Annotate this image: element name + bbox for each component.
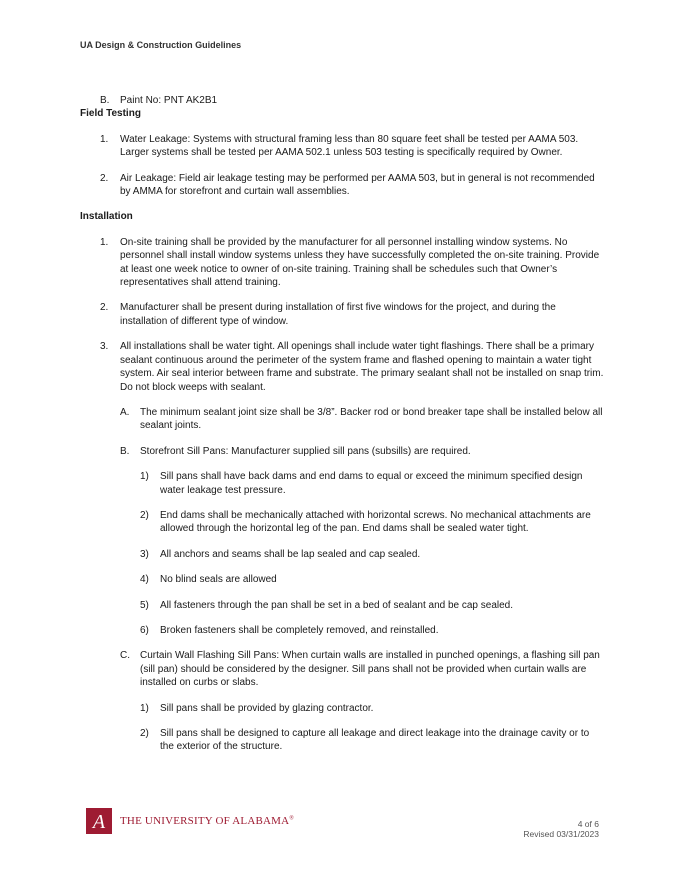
list-item-text: Water Leakage: Systems with structural framing less than 80 square feet shall be tested per AAMA 503. Larger systems shall be tested per AAMA 502.1 unless 503 testing is specifically required by Owner.: [120, 133, 579, 159]
list-item-text: Broken fasteners shall be completely removed, and reinstalled.: [160, 624, 439, 636]
list-item-text: All anchors and seams shall be lap sealed and cap sealed.: [160, 548, 421, 560]
list-marker: 6): [140, 624, 149, 636]
nested-list-item: [80, 573, 604, 586]
nested-list-item: [80, 624, 604, 637]
list-item-text: On-site training shall be provided by the manufacturer for all personnel installing window systems. No personnel shall install window systems unless they have successfully completed the on-site training. Provide at least one week notice to owner of on-site training. Training shall be schedules such that Owner’s representatives shall attend training.: [120, 236, 600, 289]
logo-wordmark: [120, 815, 294, 827]
nested-list-item: [80, 727, 604, 754]
list-item-text: Air Leakage: Field air leakage testing may be performed per AAMA 503, but in general is not recommended by AMMA for storefront and curtain wall assemblies.: [120, 172, 595, 198]
logo-wordmark-text: THE UNIVERSITY OF ALABAMA: [120, 815, 290, 827]
list-item-text: All installations shall be water tight. All openings shall include water tight flashings. There shall be a primary sealant continuous around the perimeter of the system frame and flashed opening to maintain a water tight system. Air seal interior between frame and substrate. The primary sealant shall not be installed on snap trim. Do not block weeps with sealant.: [120, 341, 604, 393]
list-item: [80, 236, 604, 290]
list-marker: 1): [140, 702, 149, 714]
list-marker: 2.: [100, 172, 109, 184]
list-marker: A.: [120, 406, 130, 418]
sub-list-item: [80, 445, 604, 458]
field-testing-heading: Field Testing: [80, 108, 141, 120]
university-logo: [86, 808, 294, 834]
list-marker: 2): [140, 509, 149, 521]
list-item-text: Sill pans shall be provided by glazing contractor.: [160, 702, 374, 714]
nested-list-item: [80, 599, 604, 612]
list-item-text: The minimum sealant joint size shall be 3/8”. Backer rod or bond breaker tape shall be installed below all sealant joints.: [140, 406, 603, 432]
nested-list-item: [80, 509, 604, 536]
paint-line: [80, 94, 604, 107]
list-marker: 1): [140, 471, 149, 483]
list-item-text: All fasteners through the pan shall be set in a bed of sealant and be cap sealed.: [160, 599, 514, 611]
list-item-text: End dams shall be mechanically attached with horizontal screws. No mechanical attachments are allowed through the horizontal leg of the pan. End dams shall be sealed water tight.: [160, 509, 591, 535]
sub-list-item: [80, 406, 604, 433]
nested-list-item: [80, 548, 604, 561]
list-marker: 2): [140, 728, 149, 739]
logo-letter: A: [92, 811, 106, 832]
list-marker: 1.: [100, 133, 109, 145]
script-a-icon: [86, 808, 112, 834]
list-marker: B.: [120, 445, 130, 457]
list-item-text: Sill pans shall be designed to capture all leakage and direct leakage into the drainage cavity or to the exterior of the structure.: [160, 728, 590, 753]
list-item-text: Curtain Wall Flashing Sill Pans: When curtain walls are installed in punched openings, a flashing sill pan (sill pan) should be considered by the designer. Sill pans shall not be provided when curtain walls are installed on curbs or slabs.: [140, 650, 600, 689]
document-body: [80, 94, 604, 754]
script-a-glyph: [89, 810, 109, 832]
list-item: [80, 172, 604, 199]
installation-heading: Installation: [80, 211, 133, 223]
list-item-text: Manufacturer shall be present during installation of first five windows for the project, and during the installation of different type of window.: [120, 302, 556, 327]
list-item: [80, 133, 604, 160]
list-item: [80, 340, 604, 394]
nested-list-item: [80, 702, 604, 715]
list-marker: B.: [100, 95, 110, 106]
list-item: [80, 301, 604, 328]
list-marker: 2.: [100, 302, 109, 314]
list-item-text: No blind seals are allowed: [160, 574, 277, 586]
list-marker: 4): [140, 574, 149, 586]
list-item-text: Storefront Sill Pans: Manufacturer supplied sill pans (subsills) are required.: [140, 445, 471, 457]
list-marker: 3.: [100, 341, 109, 353]
nested-list-item: [80, 470, 604, 497]
registered-mark: ®: [289, 815, 295, 822]
paint-text: Paint No: PNT AK2B1: [120, 95, 218, 106]
sub-list-item: [80, 649, 604, 689]
list-marker: 1.: [100, 236, 109, 248]
list-marker: C.: [120, 650, 130, 662]
page-number: 4 of 6: [577, 819, 599, 829]
revision-date: Revised 03/31/2023: [523, 829, 599, 839]
document-header-title: UA Design & Construction Guidelines: [80, 40, 242, 50]
list-marker: 5): [140, 599, 149, 611]
list-marker: 3): [140, 548, 149, 560]
list-item-text: Sill pans shall have back dams and end dams to equal or exceed the minimum specified design water leakage test pressure.: [160, 471, 583, 496]
page-info: [523, 819, 599, 839]
